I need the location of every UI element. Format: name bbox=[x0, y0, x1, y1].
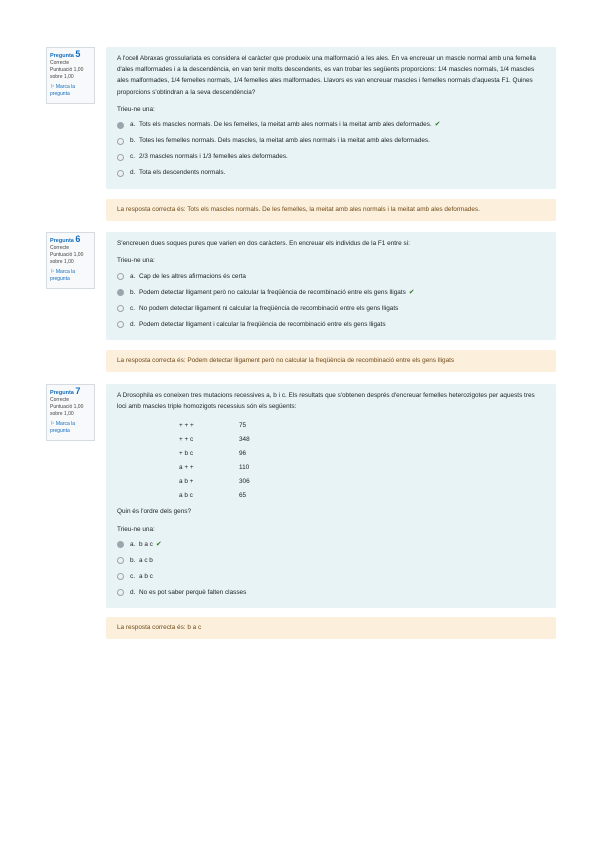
answer-options bbox=[117, 537, 545, 601]
radio-button[interactable] bbox=[117, 541, 124, 548]
table-row: a b + 306 bbox=[179, 477, 250, 485]
radio-button[interactable] bbox=[117, 154, 124, 161]
question-number: Pregunta 6 bbox=[50, 234, 81, 244]
radio-button[interactable] bbox=[117, 138, 124, 145]
radio-button[interactable] bbox=[117, 170, 124, 177]
answer-option[interactable]: a. Tots els mascles normals. De les femelles, la meitat amb ales normals i la meitat amb ales deformades. ✔ bbox=[117, 117, 545, 133]
table-row: a b c 65 bbox=[179, 491, 247, 499]
question-text: S'encreuen dues soques pures que varien en dos caràcters. En encreuar els individus de la F1 entre si: bbox=[117, 240, 410, 247]
question-status: Correcte bbox=[50, 245, 70, 251]
question-info bbox=[46, 384, 95, 441]
radio-button[interactable] bbox=[117, 273, 124, 280]
question-number: Pregunta 7 bbox=[50, 386, 81, 396]
answer-option[interactable]: d. Tota els descendents normals. bbox=[117, 165, 545, 181]
flag-icon: ⚐ bbox=[50, 421, 55, 427]
radio-button[interactable] bbox=[117, 289, 124, 296]
answer-option[interactable]: a. b a c ✔ bbox=[117, 537, 545, 553]
flag-question-link[interactable]: ⚐ Marca la pregunta bbox=[50, 84, 76, 97]
answer-option[interactable]: a. Cap de les altres afirmacions és certa bbox=[117, 268, 545, 284]
radio-button[interactable] bbox=[117, 589, 124, 596]
answer-option[interactable]: d. Podem detectar lligament i calcular la freqüència de recombinació entre els gens lligats bbox=[117, 316, 545, 332]
answer-prompt: Trieu-ne una: bbox=[117, 525, 155, 533]
table-row: + b c 96 bbox=[179, 449, 247, 457]
answer-prompt: Trieu-ne una: bbox=[117, 257, 155, 265]
question-content bbox=[106, 232, 556, 340]
table-row: + + + 75 bbox=[179, 421, 247, 429]
radio-button[interactable] bbox=[117, 305, 124, 312]
question-content bbox=[106, 47, 556, 189]
flag-question-link[interactable]: ⚐ Marca la pregunta bbox=[50, 421, 76, 434]
radio-button[interactable] bbox=[117, 557, 124, 564]
question-score: Puntuació 1,00 sobre 1,00 bbox=[50, 67, 84, 80]
flag-icon: ⚐ bbox=[50, 269, 55, 275]
check-icon: ✔ bbox=[155, 541, 162, 549]
check-icon: ✔ bbox=[434, 121, 441, 129]
question-score: Puntuació 1,00 sobre 1,00 bbox=[50, 404, 84, 417]
flag-icon: ⚐ bbox=[50, 84, 55, 90]
flag-question-link[interactable]: ⚐ Marca la pregunta bbox=[50, 269, 76, 282]
question-text: A Drosophila es coneixen tres mutacions recessives a, b i c. Els resultats que s'obtenen després d'encreuar femelles heterozigotes per aquests tres loci amb mascles triple homozigots recessius són els següents: bbox=[117, 392, 535, 411]
results-table bbox=[179, 418, 250, 502]
check-icon: ✔ bbox=[408, 288, 415, 296]
correct-answer-feedback: La resposta correcta és: b a c bbox=[106, 617, 556, 639]
answer-option[interactable]: c. 2/3 mascles normals i 1/3 femelles ales deformades. bbox=[117, 149, 545, 165]
radio-button[interactable] bbox=[117, 573, 124, 580]
correct-answer-feedback: La resposta correcta és: Tots els mascles normals. De les femelles, la meitat amb ales normals i la meitat amb ales deformades. bbox=[106, 199, 556, 221]
question-status: Correcte bbox=[50, 60, 70, 66]
question-number: Pregunta 5 bbox=[50, 49, 81, 59]
answer-prompt: Trieu-ne una: bbox=[117, 105, 155, 113]
table-row: + + c 348 bbox=[179, 435, 250, 443]
correct-answer-feedback: La resposta correcta és: Podem detectar lligament però no calcular la freqüència de recombinació entre els gens lligats bbox=[106, 350, 556, 372]
radio-button[interactable] bbox=[117, 122, 124, 129]
question-text: A l'ocell Abraxas grossulariata es considera el caràcter que produeix una malformació a les ales. En va encreuar un mascle normal amb una femella d'ales malformades i a la descendència, en van tenir molts descendents, es van trobar les següents proporcions: 1/4 mascles normals, 1/4 mascles ales malformades, 1/4 femelles normals, 1/4 femelles ales malformades. Llavors es van encreuar mascles i femelles normals d'aquesta F1. Quines proporcions s'obtindran a la seva descendència? bbox=[117, 55, 536, 96]
answer-option[interactable]: d. No es pot saber perquè falten classes bbox=[117, 585, 545, 601]
answer-option[interactable]: b. Totes les femelles normals. Dels mascles, la meitat amb ales normals i la meitat amb ales deformades. bbox=[117, 133, 545, 149]
question-content bbox=[106, 384, 556, 608]
question-subtext: Quin és l'ordre dels gens? bbox=[117, 508, 192, 516]
question-status: Correcte bbox=[50, 397, 70, 403]
answer-option[interactable]: c. No podem detectar lligament ni calcular la freqüència de recombinació entre els gens lligats bbox=[117, 300, 545, 316]
answer-options bbox=[117, 268, 545, 332]
answer-options bbox=[117, 117, 545, 181]
answer-option[interactable]: b. Podem detectar lligament però no calcular la freqüència de recombinació entre els gens lligats ✔ bbox=[117, 284, 545, 300]
question-score: Puntuació 1,00 sobre 1,00 bbox=[50, 252, 84, 265]
question-info bbox=[46, 47, 95, 104]
table-row: a + + 110 bbox=[179, 463, 250, 471]
answer-option[interactable]: b. a c b bbox=[117, 553, 545, 569]
answer-option[interactable]: c. a b c bbox=[117, 569, 545, 585]
radio-button[interactable] bbox=[117, 321, 124, 328]
question-info bbox=[46, 232, 95, 289]
